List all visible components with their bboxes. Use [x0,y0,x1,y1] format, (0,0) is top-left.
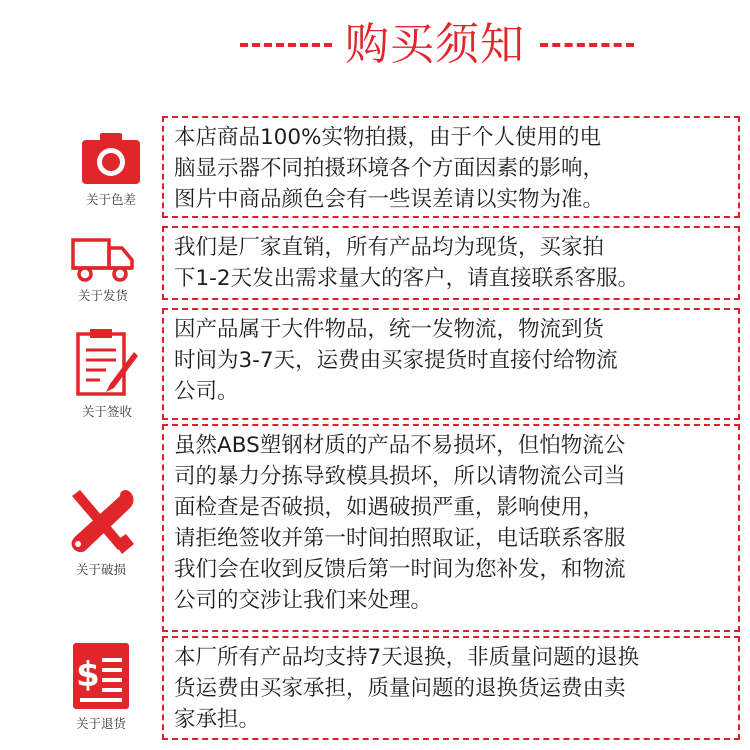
svg-text:$: $ [76,655,100,695]
title-dash-right [540,43,634,47]
page-title: 购买须知 [345,19,525,70]
section-icon-signing [62,326,152,420]
section-text-signing: 因产品属于大件物品，统一发物流，物流到货 时间为3-7天，运费由买家提货时直接付给物流 公司。 [162,308,740,420]
section-icon-color [66,130,156,208]
dollar-document-icon [68,640,134,712]
title-dash-left [240,43,332,47]
section-icon-damage [56,486,146,578]
truck-icon [70,234,136,284]
clipboard-pen-icon [72,326,142,400]
section-text-damage: 虽然ABS塑钢材质的产品不易损坏，但怕物流公 司的暴力分拣导致模具损坏，所以请物流公司当 面检查是否破损，如遇破损严重，影响使用， 请拒绝签收并第一时间拍照取证，电话联系客服 我们会在收到反馈后第一时间为您补发，和物流 公司的交涉让我们来处理。 [162,424,740,632]
section-label: 关于签收 [81,404,132,419]
section-icon-returns [56,640,146,732]
section-label: 关于退货 [75,716,126,731]
section-label: 关于破损 [75,562,126,577]
header [0,14,750,74]
section-label: 关于发货 [77,288,128,303]
section-icon-shipping [58,234,148,304]
section-text-color: 本店商品100%实物拍摄，由于个人使用的电 脑显示器不同拍摄环境各个方面因素的影响， 图片中商品颜色会有一些误差请以实物为准。 [162,116,740,218]
camera-icon [78,130,144,188]
section-label: 关于色差 [85,192,136,207]
section-text-shipping: 我们是厂家直销，所有产品均为现货，买家拍 下1-2天发出需求量大的客户，请直接联系客服。 [162,226,740,300]
wrench-screwdriver-icon [64,486,138,558]
section-text-returns: 本厂所有产品均支持7天退换，非质量问题的退换 货运费由买家承担，质量问题的退换货运费由卖 家承担。 [162,636,740,740]
